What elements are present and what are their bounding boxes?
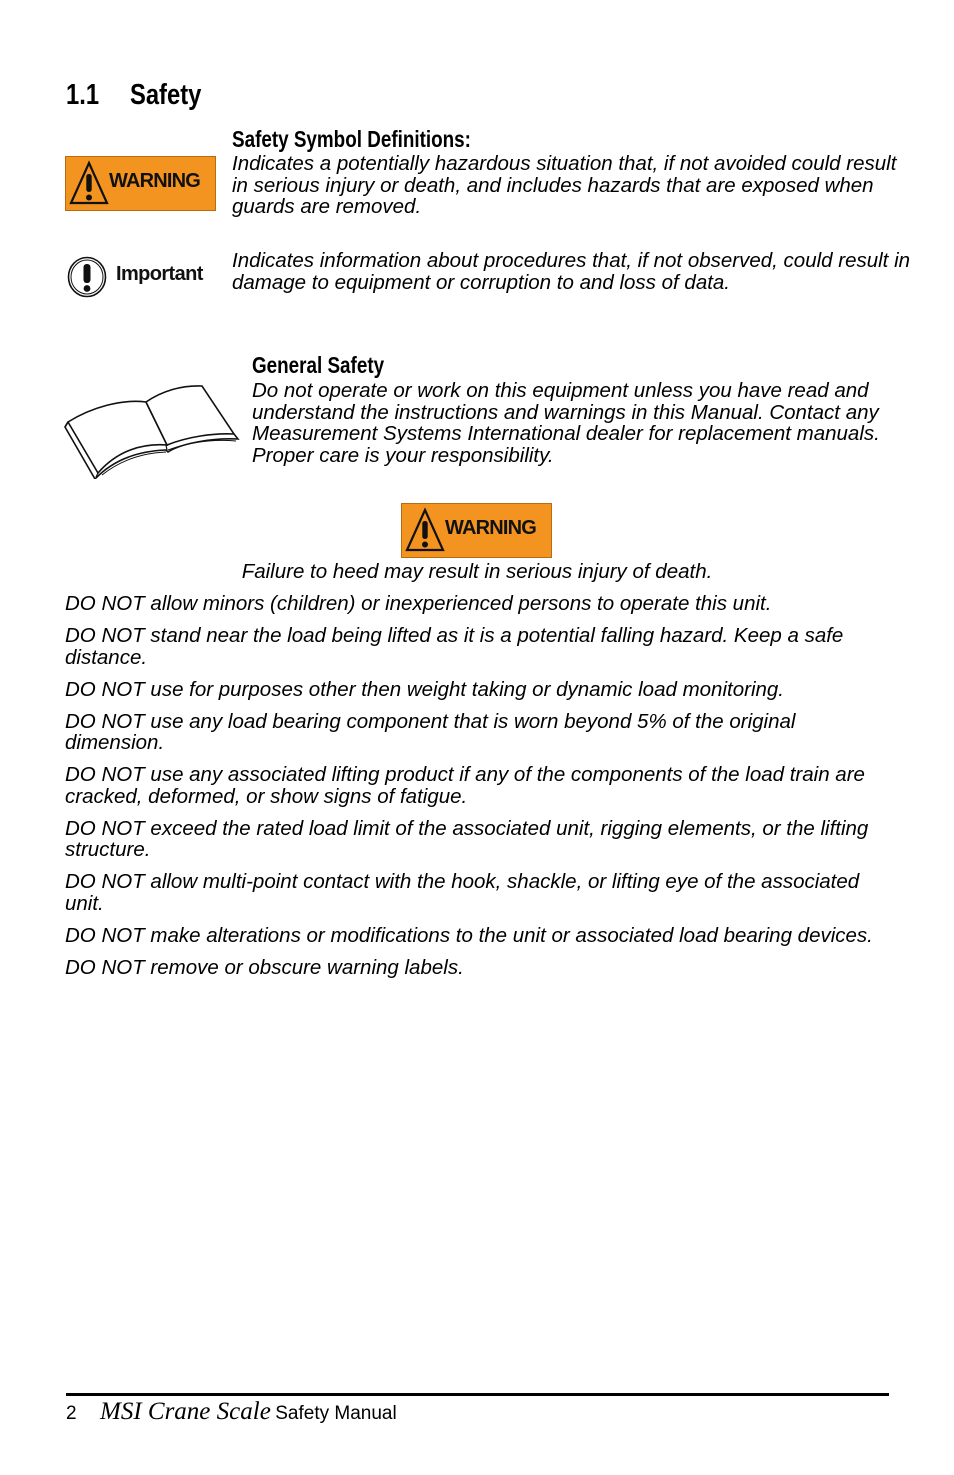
list-item: DO NOT use any associated lifting product if any of the components of the load train are cracked, deformed, or show signs of fatigue. (65, 763, 865, 808)
failure-warning-text: Failure to heed may result in serious injury of death. (241, 560, 713, 583)
warning-definition: Indicates a potentially hazardous situation that, if not avoided could result in serious injury or death, and includes hazards that are exposed when guards are removed. (232, 152, 897, 218)
general-safety-text: Do not operate or work on this equipment unless you have read and understand the instructions and warnings in this Manual. Contact any Measurement Systems International dealer for replacement manuals. Proper care is your responsibility. (252, 379, 880, 467)
section-number: 1.1 (66, 79, 100, 111)
list-item: DO NOT use for purposes other then weight taking or dynamic load monitoring. (65, 677, 784, 701)
page-footer (66, 1398, 397, 1426)
section-title (66, 78, 201, 112)
list-item: DO NOT make alterations or modifications to the unit or associated load bearing devices. (65, 923, 873, 947)
warning-triangle-icon (405, 507, 445, 553)
open-book-icon (62, 383, 240, 479)
symbol-definitions-heading: Safety Symbol Definitions: (232, 126, 471, 152)
list-item: DO NOT exceed the rated load limit of the associated unit, rigging elements, or the lifting structure. (65, 816, 869, 861)
important-definition: Indicates information about procedures that, if not observed, could result in damage to equipment or corruption to and loss of data. (232, 249, 911, 294)
list-item: DO NOT use any load bearing component that is worn beyond 5% of the original dimension. (65, 709, 796, 754)
general-safety-heading: General Safety (252, 352, 385, 378)
warning-badge (65, 156, 216, 211)
important-badge (66, 254, 216, 302)
list-item: DO NOT allow minors (children) or inexperienced persons to operate this unit. (65, 592, 772, 615)
footer-product-name: MSI Crane Scale (100, 1398, 271, 1425)
list-item: DO NOT allow multi-point contact with the hook, shackle, or lifting eye of the associated unit. (65, 870, 860, 915)
list-item: DO NOT remove or obscure warning labels. (65, 955, 464, 979)
warning-triangle-icon (69, 160, 109, 206)
section-name: Safety (129, 79, 202, 111)
warning-badge-main (401, 503, 552, 558)
list-item: DO NOT stand near the load being lifted as it is a potential falling hazard. Keep a safe distance. (65, 624, 844, 669)
safety-rules-list (65, 593, 895, 989)
warning-label: WARNING (445, 517, 537, 539)
warning-label: WARNING (109, 170, 201, 192)
page-number: 2 (66, 1403, 77, 1424)
important-exclamation-icon (67, 256, 107, 298)
important-label: Important (116, 263, 203, 285)
footer-manual-name: Safety Manual (275, 1403, 397, 1424)
footer-divider (66, 1393, 889, 1396)
